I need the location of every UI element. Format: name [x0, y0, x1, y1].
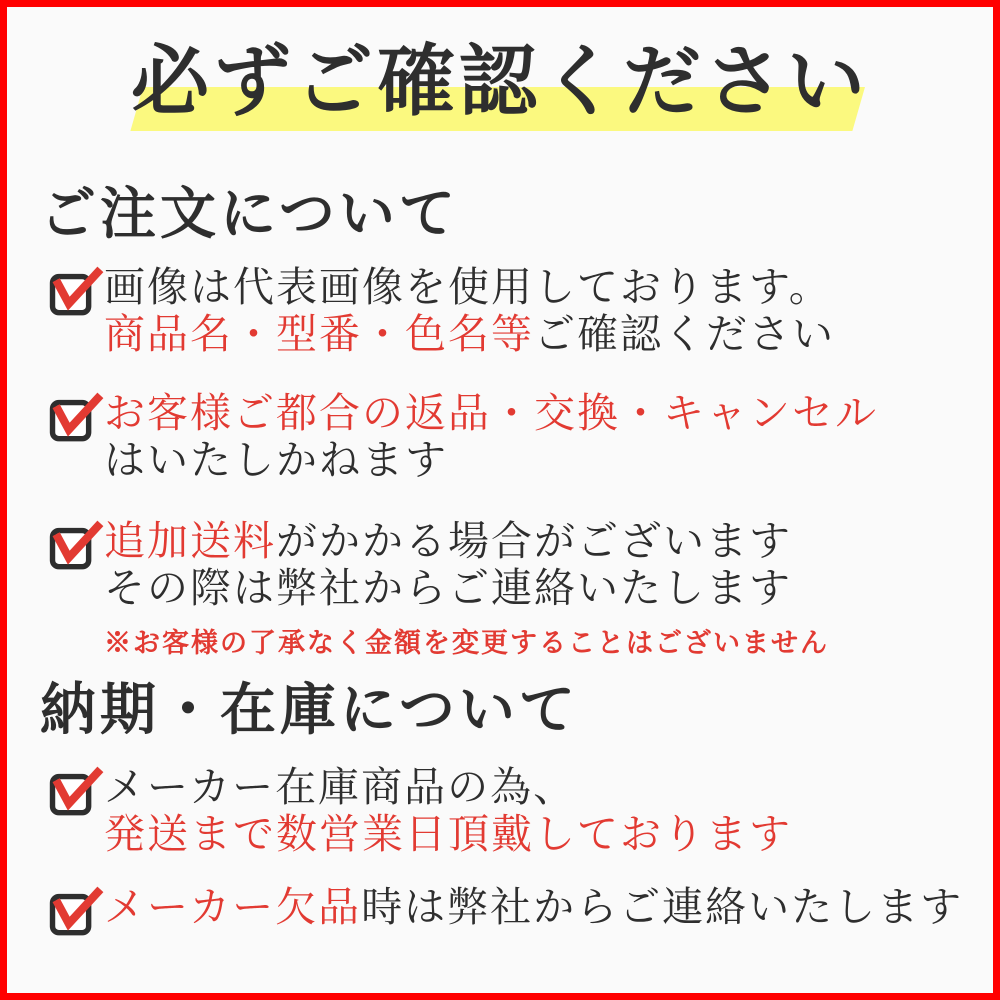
- checklist-item-maker-stock: [48, 764, 792, 858]
- item-text: [104, 264, 835, 358]
- text-segment: 発送まで数営業日頂戴しております: [104, 811, 792, 857]
- item-text: [104, 764, 792, 858]
- checkbox-checked-icon: [48, 266, 104, 316]
- text-segment: はいたしかねます: [104, 437, 448, 483]
- text-segment: お客様ご都合の返品・交換・キャンセル: [104, 390, 878, 436]
- checklist-item-extra-shipping: [48, 518, 829, 660]
- item-line: [104, 884, 963, 931]
- item-text: [104, 518, 829, 660]
- page-title-block: [0, 36, 1000, 128]
- text-segment: メーカー欠品: [104, 884, 362, 930]
- item-line: [104, 390, 878, 437]
- checklist-item-maker-shortage: [48, 884, 963, 936]
- text-segment: 画像は代表画像を使用しております。: [104, 264, 832, 310]
- item-line: [104, 811, 792, 858]
- item-line: [104, 264, 835, 311]
- text-segment: 時は弊社からご連絡いたします: [361, 884, 964, 930]
- text-segment: ご確認ください: [534, 311, 835, 357]
- text-segment: その際は弊社からご連絡いたします: [104, 565, 792, 611]
- checkbox-checked-icon: [48, 886, 104, 936]
- item-line: [104, 764, 792, 811]
- text-segment: 追加送料: [104, 518, 276, 564]
- text-segment: メーカー在庫商品の為、: [104, 764, 577, 810]
- item-line: [104, 565, 829, 612]
- item-text: [104, 390, 878, 484]
- item-text: [104, 884, 963, 931]
- checklist-item-representative-image: [48, 264, 835, 358]
- price-change-footnote: ※お客様の了承なく金額を変更することはございません: [104, 628, 829, 658]
- text-segment: 商品名・型番・色名等: [104, 311, 534, 357]
- item-line: [104, 311, 835, 358]
- section-heading-delivery-stock: 納期・在庫について: [40, 680, 579, 742]
- checklist-item-no-returns: [48, 390, 878, 484]
- section-heading-orders: ご注文について: [40, 184, 459, 246]
- page-title: 必ずご確認ください: [130, 38, 869, 125]
- text-segment: がかかる場合がございます: [276, 518, 792, 564]
- checkbox-checked-icon: [48, 392, 104, 442]
- item-line: [104, 437, 878, 484]
- item-line: [104, 518, 829, 565]
- checkbox-checked-icon: [48, 766, 104, 816]
- checkbox-checked-icon: [48, 520, 104, 570]
